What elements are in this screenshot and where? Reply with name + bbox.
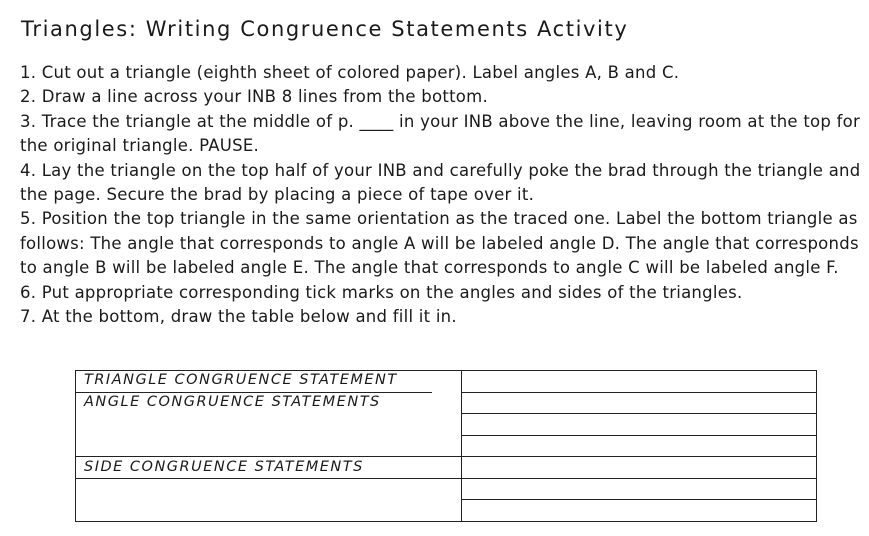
step-6: 6. Put appropriate corresponding tick marks on the angles and sides of the triangles. — [20, 282, 743, 302]
triangle-congruence-label: TRIANGLE CONGRUENCE STATEMENT — [84, 372, 398, 388]
row-divider-right — [461, 435, 817, 436]
row-divider-right — [461, 478, 817, 479]
instruction-list — [20, 61, 865, 329]
row-divider-right — [461, 392, 817, 393]
table-top-border — [75, 370, 817, 371]
row-divider-left — [75, 478, 462, 479]
step-4: 4. Lay the triangle on the top half of your INB and carefully poke the brad through the triangle and the page. Secure the brad by placing a piece of tape over it. — [20, 160, 861, 205]
congruence-table — [75, 370, 817, 522]
row-divider-left — [75, 456, 462, 457]
step-1: 1. Cut out a triangle (eighth sheet of colored paper). Label angles A, B and C. — [20, 63, 680, 82]
row-divider-left — [75, 392, 432, 393]
side-congruence-label: SIDE CONGRUENCE STATEMENTS — [84, 459, 364, 475]
step-2: 2. Draw a line across your INB 8 lines from the bottom. — [20, 87, 488, 107]
step-3: 3. Trace the triangle at the middle of p. ____ in your INB above the line, leaving room at the top for the original triangle. PAUSE. — [20, 111, 861, 156]
step-5: 5. Position the top triangle in the same orientation as the traced one. Label the bottom triangle as follows: The angle that corresponds to angle A will be labeled angle D. The angle that corresponds to angle B will be labeled angle E. The angle that corresponds to angle C will be labeled angle F. — [20, 209, 859, 278]
row-divider-right — [461, 456, 817, 457]
row-divider-right — [461, 413, 817, 414]
table-bottom-border — [75, 521, 817, 522]
step-7: 7. At the bottom, draw the table below and fill it in. — [20, 307, 457, 327]
angle-congruence-label: ANGLE CONGRUENCE STATEMENTS — [84, 394, 381, 410]
page-title: Triangles: Writing Congruence Statements Activity — [21, 17, 629, 41]
row-divider-right — [461, 499, 817, 500]
